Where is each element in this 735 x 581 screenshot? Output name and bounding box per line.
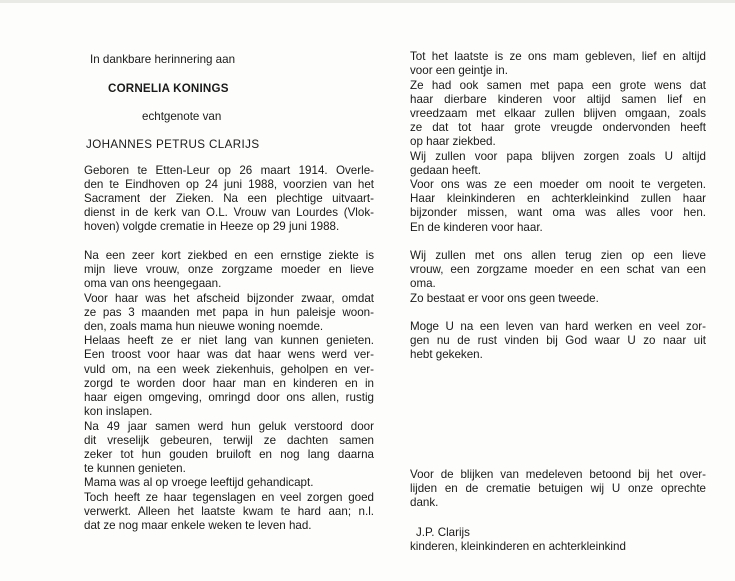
paper-edge [0, 0, 735, 3]
text-line: oma. [410, 277, 436, 290]
text-line: gedaan heeft. [410, 164, 481, 177]
text-line: op haar ziekbed. [410, 135, 496, 148]
story-line: haar eigen omgeving, omringd door ons allen, rustig [84, 391, 374, 404]
text-line: Wij zullen met ons allen terug zien op een lieve [410, 249, 706, 262]
text-line: vreedzaam met elkaar zullen blijven omgaan, zoals [410, 107, 706, 120]
relation-text: echtgenote van [142, 110, 222, 123]
bio-line: hoven) volgde crematie in Heeze op 29 juni 1988. [84, 220, 340, 233]
text-line: gen nu de rust vinden bij God waar U zo naar uit [410, 334, 706, 347]
story-line: Mama was al op vroege leeftijd gehandicapt. [84, 476, 314, 489]
text-line: Voor de blijken van medeleven betoond bij het over- [410, 468, 706, 481]
deceased-name: CORNELIA KONINGS [108, 82, 229, 95]
text-line: vrouw, een zorgzame moeder en een schat van een [410, 263, 706, 276]
text-line: ze dat tot haar grote vreugde ondervonden heeft [410, 121, 706, 134]
story-line: verwerkt. Alleen het laatste kwam te hard aan; n.l. [84, 505, 374, 518]
text-line: En de kinderen voor haar. [410, 221, 543, 234]
bio-line: Geboren te Etten-Leur op 26 maart 1914. Overle- [84, 164, 374, 177]
text-line: lijden en de crematie betuigen wij U onze oprechte [410, 482, 706, 495]
story-line: dat ze nog maar enkele weken te leven had. [84, 519, 312, 532]
text-line: Ze had ook samen met papa een grote wens dat [410, 79, 706, 92]
spouse-name: JOHANNES PETRUS CLARIJS [86, 138, 260, 151]
signature-family: kinderen, kleinkinderen en achterkleinkind [410, 540, 626, 553]
story-line: Na een zeer kort ziekbed en een ernstige ziekte is [84, 249, 374, 262]
text-line: Voor ons was ze een moeder om nooit te vergeten. [410, 178, 706, 191]
text-line: haar dierbare kinderen voor altijd samen lief en [410, 93, 706, 106]
text-line: dank. [410, 496, 439, 509]
text-line: hebt gekeken. [410, 348, 483, 361]
signature-name: J.P. Clarijs [416, 526, 470, 539]
story-line: Toch heeft ze haar tegenslagen en veel zorgen goed [84, 491, 374, 504]
text-line: voor een geintje in. [410, 64, 508, 77]
story-line: zeker tot hun gouden bruiloft en nog lang daarna [84, 448, 374, 461]
story-line: oma van ons heengegaan. [84, 277, 222, 290]
card-fold [392, 0, 393, 581]
intro-text: In dankbare herinnering aan [90, 53, 236, 66]
text-line: Moge U na een leven van hard werken en veel zor- [410, 320, 706, 333]
story-line: te kunnen genieten. [84, 462, 186, 475]
text-line: Haar kleinkinderen en achterkleinkind zullen haar [410, 192, 706, 205]
story-line: Voor haar was het afscheid bijzonder zwaar, omdat [84, 292, 374, 305]
story-line: Een troost voor haar was dat haar wens werd ver- [84, 348, 374, 361]
story-line: mijn lieve vrouw, onze zorgzame moeder en lieve [84, 263, 374, 276]
story-line: zorgd te worden door haar man en kinderen en in [84, 377, 374, 390]
text-line: Tot het laatste is ze ons mam gebleven, lief en altijd [410, 50, 706, 63]
text-line: Zo bestaat er voor ons geen tweede. [410, 292, 599, 305]
text-line: bijzonder missen, want oma was alles voor hen. [410, 206, 706, 219]
story-line: dit vreselijk gebeuren, terwijl ze dachten samen [84, 434, 374, 447]
story-line: Na 49 jaar samen werd hun geluk verstoord door [84, 420, 374, 433]
bio-line: den te Eindhoven op 24 juni 1988, voorzien van het [84, 178, 374, 191]
story-line: vuld om, na een week ziekenhuis, geholpen en ver- [84, 363, 374, 376]
story-line: den, zoals mama hun nieuwe woning noemde. [84, 320, 324, 333]
story-line: ze pas 3 maanden met papa in hun paleisje woon- [84, 306, 374, 319]
story-line: Helaas heeft ze er niet lang van kunnen genieten. [84, 334, 374, 347]
story-line: kon inslapen. [84, 405, 153, 418]
bio-line: dienst in de kerk van O.L. Vrouw van Lourdes (Vlok- [84, 206, 374, 219]
bio-line: Sacrament der Zieken. Na een plechtige uitvaart- [84, 192, 374, 205]
text-line: Wij zullen voor papa blijven zorgen zoals U altijd [410, 150, 706, 163]
